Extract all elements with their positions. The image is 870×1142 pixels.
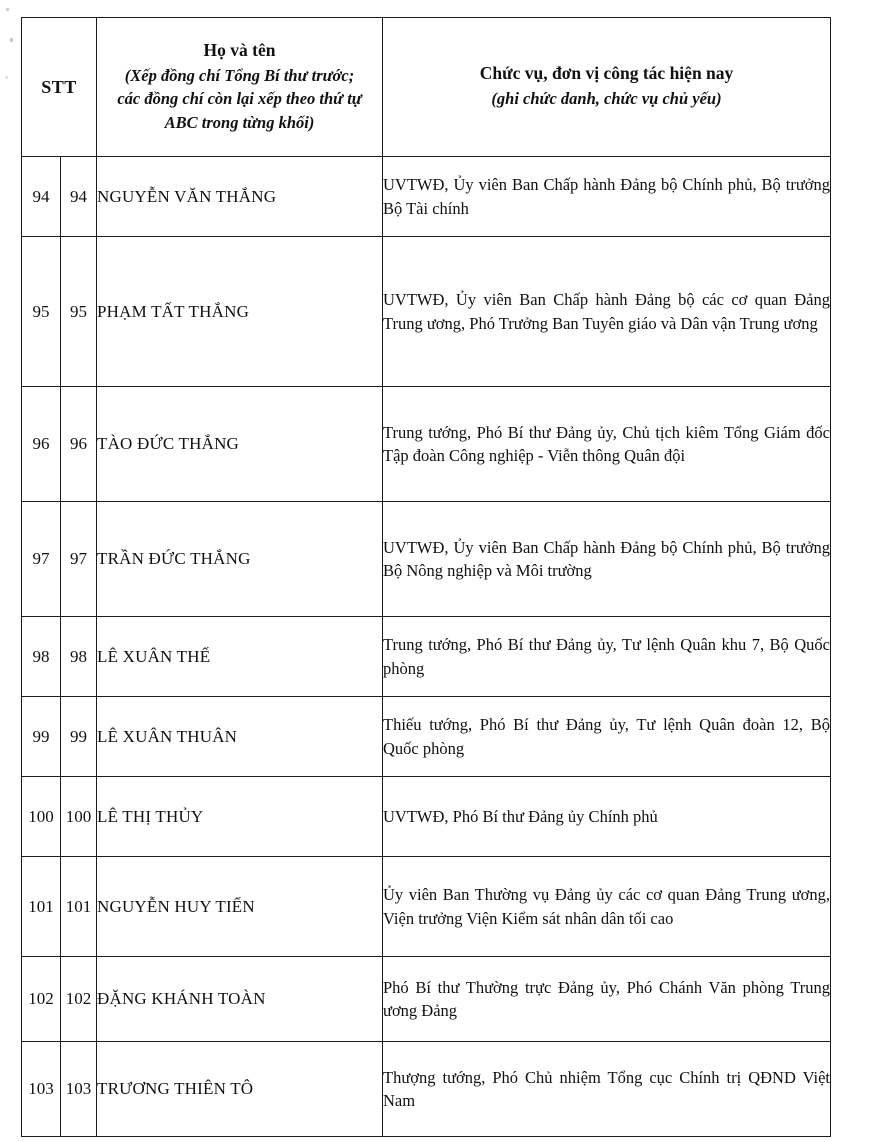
column-header-position-title: Chức vụ, đơn vị công tác hiện nay [479, 63, 734, 84]
cell-position-line-1: UVTWĐ, Ủy viên Ban Chấp hành Đảng bộ Chính phủ, Bộ trưởng [383, 175, 830, 195]
cell-position-line-2: Bộ Tài chính [383, 198, 469, 218]
cell-stt-secondary: 96 [61, 387, 97, 502]
table-row [22, 697, 831, 777]
cell-position [383, 502, 831, 617]
cell-position-line-1: UVTWĐ, Phó Bí thư Đảng ủy Chính phủ [383, 806, 658, 826]
column-header-name [97, 18, 383, 157]
cell-position-line-1: UVTWĐ, Ủy viên Ban Chấp hành Đảng bộ các cơ quan Đảng [383, 290, 830, 310]
cell-position-line-1: Thượng tướng, Phó Chủ nhiệm Tổng cục Chính trị QĐND Việt [383, 1067, 830, 1087]
cell-position [383, 237, 831, 387]
cell-stt-primary: 103 [22, 1042, 61, 1137]
cell-position [383, 1042, 831, 1137]
column-header-position-subtitle [383, 87, 830, 110]
cell-position-line-1: Ủy viên Ban Thường vụ Đảng ủy các cơ quan Đảng Trung ương, [383, 885, 830, 905]
scan-speckle [6, 8, 9, 11]
cell-position-line-2: Viện trưởng Viện Kiểm sát nhân dân tối cao [383, 908, 674, 928]
cell-position [383, 957, 831, 1042]
cell-full-name: ĐẶNG KHÁNH TOÀN [97, 957, 383, 1042]
cell-full-name: PHẠM TẤT THẮNG [97, 237, 383, 387]
column-header-name-subtitle-line-2: các đồng chí còn lại xếp theo thứ tự [117, 89, 362, 109]
cell-position-line-2: Bộ Nông nghiệp và Môi trường [383, 561, 592, 580]
cell-position-line-1: UVTWĐ, Ủy viên Ban Chấp hành Đảng bộ Chính phủ, Bộ trưởng [383, 537, 830, 557]
table-row [22, 1042, 831, 1137]
table-row [22, 957, 831, 1042]
table-row [22, 857, 831, 957]
cell-stt-secondary: 103 [61, 1042, 97, 1137]
personnel-table [21, 17, 831, 1137]
column-header-position-subtitle-line-1: (ghi chức danh, chức vụ chủ yếu) [491, 89, 722, 109]
cell-position-line-2: ương Đảng [383, 1001, 458, 1020]
cell-position-line-1: Thiếu tướng, Phó Bí thư Đảng ủy, Tư lệnh Quân đoàn 12, Bộ [383, 715, 830, 735]
cell-position [383, 387, 831, 502]
table-row [22, 387, 831, 502]
scan-speckle [10, 38, 13, 42]
column-header-position [383, 18, 831, 157]
cell-stt-secondary: 102 [61, 957, 97, 1042]
cell-position-line-2: Quốc phòng [383, 738, 465, 758]
cell-stt-secondary: 97 [61, 502, 97, 617]
cell-full-name: TRẦN ĐỨC THẮNG [97, 502, 383, 617]
table-row [22, 502, 831, 617]
cell-position-line-1: Trung tướng, Phó Bí thư Đảng ủy, Chủ tịch kiêm Tổng Giám đốc [383, 422, 830, 442]
cell-full-name: NGUYỄN HUY TIẾN [97, 857, 383, 957]
table-header-row [22, 18, 831, 157]
cell-position-line-2: Trung ương, Phó Trưởng Ban Tuyên giáo và Dân vận Trung ương [383, 313, 818, 333]
cell-full-name: LÊ XUÂN THUÂN [97, 697, 383, 777]
table-row [22, 777, 831, 857]
cell-full-name: LÊ THỊ THỦY [97, 777, 383, 857]
column-header-name-subtitle-line-3: ABC trong từng khối) [164, 112, 315, 132]
table-row [22, 237, 831, 387]
cell-stt-secondary: 101 [61, 857, 97, 957]
cell-stt-primary: 100 [22, 777, 61, 857]
cell-stt-primary: 96 [22, 387, 61, 502]
cell-full-name: LÊ XUÂN THẾ [97, 617, 383, 697]
cell-stt-secondary: 99 [61, 697, 97, 777]
table-row [22, 157, 831, 237]
cell-position [383, 697, 831, 777]
scan-speckle [5, 76, 8, 79]
document-page [21, 17, 830, 1118]
cell-full-name: TÀO ĐỨC THẮNG [97, 387, 383, 502]
cell-position [383, 777, 831, 857]
cell-stt-primary: 98 [22, 617, 61, 697]
column-header-name-title: Họ và tên [203, 39, 276, 60]
cell-position-line-2: Nam [383, 1091, 416, 1110]
table-body [22, 157, 831, 1137]
cell-full-name: TRƯƠNG THIÊN TÔ [97, 1042, 383, 1137]
cell-position [383, 617, 831, 697]
column-header-name-subtitle-line-1: (Xếp đồng chí Tổng Bí thư trước; [124, 65, 355, 85]
cell-stt-primary: 101 [22, 857, 61, 957]
cell-stt-secondary: 94 [61, 157, 97, 237]
cell-stt-secondary: 98 [61, 617, 97, 697]
cell-stt-secondary: 100 [61, 777, 97, 857]
cell-stt-secondary: 95 [61, 237, 97, 387]
cell-position [383, 157, 831, 237]
table-row [22, 617, 831, 697]
cell-stt-primary: 102 [22, 957, 61, 1042]
cell-stt-primary: 94 [22, 157, 61, 237]
cell-stt-primary: 99 [22, 697, 61, 777]
cell-position-line-2: phòng [383, 658, 425, 678]
cell-position-line-1: Trung tướng, Phó Bí thư Đảng ủy, Tư lệnh Quân khu 7, Bộ Quốc [383, 635, 830, 655]
cell-position-line-2: Tập đoàn Công nghiệp - Viễn thông Quân đội [383, 446, 686, 465]
cell-stt-primary: 95 [22, 237, 61, 387]
column-header-stt: STT [22, 18, 97, 157]
cell-stt-primary: 97 [22, 502, 61, 617]
cell-full-name: NGUYỄN VĂN THẮNG [97, 157, 383, 237]
column-header-name-subtitle [97, 64, 382, 134]
cell-position [383, 857, 831, 957]
cell-position-line-1: Phó Bí thư Thường trực Đảng ủy, Phó Chánh Văn phòng Trung [383, 977, 830, 997]
